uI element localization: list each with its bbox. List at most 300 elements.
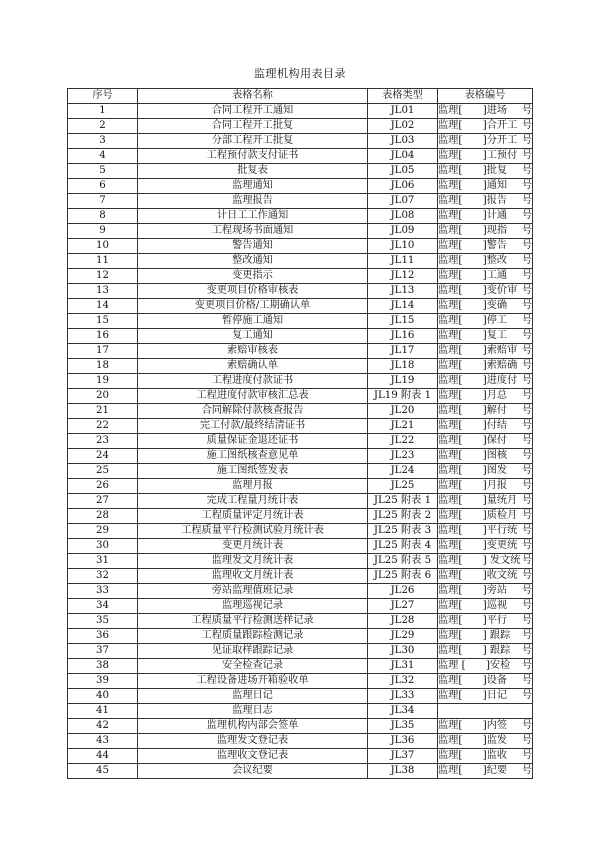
form-code-wrap (438, 509, 532, 523)
table-row (68, 614, 533, 629)
form-code (438, 614, 533, 629)
form-type: JL01 (368, 104, 438, 119)
form-code-suffix: 号 (521, 360, 532, 371)
form-code (438, 719, 533, 734)
form-code-wrap (438, 764, 532, 778)
form-code (438, 329, 533, 344)
table-row (68, 224, 533, 239)
form-type: JL09 (368, 224, 438, 239)
form-code-text: 监理 [ ]安检 (438, 660, 511, 671)
table-row (68, 764, 533, 779)
form-type: JL06 (368, 179, 438, 194)
form-code-suffix: 号 (521, 720, 532, 731)
form-code (438, 449, 533, 464)
table-row (68, 569, 533, 584)
form-type: JL25 附表 3 (368, 524, 438, 539)
form-code (438, 404, 533, 419)
form-name: 工程现场书面通知 (138, 224, 368, 239)
form-code-wrap (438, 524, 532, 538)
row-number: 17 (68, 344, 138, 359)
form-type: JL05 (368, 164, 438, 179)
form-code-text: 监理[ ]批复 (438, 165, 508, 176)
row-number: 43 (68, 734, 138, 749)
form-code (438, 509, 533, 524)
form-code-wrap (438, 404, 532, 418)
row-number: 2 (68, 119, 138, 134)
form-type: JL36 (368, 734, 438, 749)
header-no: 序号 (68, 89, 138, 104)
form-type: JL23 (368, 449, 438, 464)
form-code-suffix: 号 (521, 180, 532, 191)
form-type: JL03 (368, 134, 438, 149)
form-code-suffix: 号 (521, 150, 532, 161)
form-code (438, 299, 533, 314)
form-code-text: 监理[ ]监收 (438, 750, 508, 761)
table-row (68, 179, 533, 194)
form-code-suffix: 号 (521, 495, 532, 506)
form-code-wrap (438, 584, 532, 598)
form-code-wrap (438, 629, 532, 643)
form-code-text: 监理[ ]变更统 (438, 540, 518, 551)
form-code-suffix: 号 (521, 330, 532, 341)
form-code-suffix: 号 (521, 450, 532, 461)
row-number: 14 (68, 299, 138, 314)
table-row (68, 674, 533, 689)
form-code (438, 149, 533, 164)
row-number: 29 (68, 524, 138, 539)
form-code-suffix: 号 (521, 255, 532, 266)
form-code-wrap (438, 554, 532, 568)
form-type: JL33 (368, 689, 438, 704)
form-name: 索赔审核表 (138, 344, 368, 359)
form-name: 变更月统计表 (138, 539, 368, 554)
form-type: JL10 (368, 239, 438, 254)
form-name: 复工通知 (138, 329, 368, 344)
form-name: 合同工程开工通知 (138, 104, 368, 119)
form-type: JL22 (368, 434, 438, 449)
row-number: 41 (68, 704, 138, 719)
form-code-wrap (438, 599, 532, 613)
form-code-text: 监理[ ]保付 (438, 435, 508, 446)
form-code-suffix: 号 (521, 270, 532, 281)
form-code-suffix: 号 (521, 435, 532, 446)
form-type: JL28 (368, 614, 438, 629)
form-code (438, 539, 533, 554)
form-type: JL34 (368, 704, 438, 719)
row-number: 20 (68, 389, 138, 404)
row-number: 28 (68, 509, 138, 524)
form-code-suffix: 号 (521, 480, 532, 491)
form-name: 工程进度付款证书 (138, 374, 368, 389)
form-type: JL27 (368, 599, 438, 614)
form-code-suffix: 号 (521, 420, 532, 431)
form-type: JL20 (368, 404, 438, 419)
table-row (68, 524, 533, 539)
form-type: JL30 (368, 644, 438, 659)
row-number: 4 (68, 149, 138, 164)
form-name: 合同工程开工批复 (138, 119, 368, 134)
form-code-suffix: 号 (521, 285, 532, 296)
row-number: 19 (68, 374, 138, 389)
table-row (68, 449, 533, 464)
form-code-suffix: 号 (521, 105, 532, 116)
row-number: 45 (68, 764, 138, 779)
form-name: 监理发文月统计表 (138, 554, 368, 569)
form-code-text: 监理[ ]内签 (438, 720, 508, 731)
table-row (68, 329, 533, 344)
table-row (68, 479, 533, 494)
form-type: JL15 (368, 314, 438, 329)
form-code (438, 704, 533, 719)
table-row (68, 419, 533, 434)
form-type: JL18 (368, 359, 438, 374)
form-name: 监理日志 (138, 704, 368, 719)
form-code-suffix: 号 (521, 300, 532, 311)
form-code-suffix: 号 (521, 405, 532, 416)
form-type: JL13 (368, 284, 438, 299)
row-number: 25 (68, 464, 138, 479)
form-code-suffix: 号 (521, 690, 532, 701)
form-name: 分部工程开工批复 (138, 134, 368, 149)
form-type: JL04 (368, 149, 438, 164)
form-code-text: 监理[ ]报告 (438, 195, 508, 206)
form-code-suffix: 号 (521, 660, 532, 671)
form-code (438, 584, 533, 599)
table-row (68, 344, 533, 359)
form-code-text: 监理[ ]停工 (438, 315, 508, 326)
form-code-text: 监理[ ]合开工 (438, 120, 518, 131)
form-name: 变更项目价格/工期确认单 (138, 299, 368, 314)
row-number: 5 (68, 164, 138, 179)
form-type: JL07 (368, 194, 438, 209)
form-code-text: 监理[ ]旁站 (438, 585, 508, 596)
form-type: JL38 (368, 764, 438, 779)
form-code-text: 监理[ ]平行 (438, 615, 508, 626)
form-code-suffix: 号 (521, 765, 532, 776)
form-code-text: 监理[ ]付结 (438, 420, 508, 431)
form-code-text: 监理[ ]月总 (438, 390, 508, 401)
form-code-wrap (438, 614, 532, 628)
form-type: JL26 (368, 584, 438, 599)
form-code-text: 监理[ ] 发文统 (438, 555, 521, 566)
forms-table (67, 88, 533, 779)
form-code-suffix: 号 (521, 240, 532, 251)
form-code-suffix: 号 (521, 615, 532, 626)
form-code (438, 209, 533, 224)
form-type: JL16 (368, 329, 438, 344)
row-number: 12 (68, 269, 138, 284)
form-code-text: 监理[ ]现指 (438, 225, 508, 236)
row-number: 34 (68, 599, 138, 614)
row-number: 7 (68, 194, 138, 209)
row-number: 44 (68, 749, 138, 764)
table-row (68, 599, 533, 614)
row-number: 27 (68, 494, 138, 509)
form-type: JL21 (368, 419, 438, 434)
row-number: 3 (68, 134, 138, 149)
row-number: 6 (68, 179, 138, 194)
form-name: 整改通知 (138, 254, 368, 269)
form-code-suffix: 号 (521, 390, 532, 401)
form-code-suffix: 号 (521, 195, 532, 206)
form-type: JL02 (368, 119, 438, 134)
form-code (438, 599, 533, 614)
form-type: JL25 (368, 479, 438, 494)
form-code (438, 269, 533, 284)
header-name: 表格名称 (138, 89, 368, 104)
form-code-text: 监理[ ]进度付 (438, 375, 518, 386)
form-code-text: 监理[ ]巡视 (438, 600, 508, 611)
form-code-wrap (438, 254, 532, 268)
form-code (438, 494, 533, 509)
page-title: 监理机构用表目录 (254, 67, 346, 80)
form-code (438, 629, 533, 644)
form-code-suffix: 号 (521, 525, 532, 536)
form-name: 监理报告 (138, 194, 368, 209)
form-type: JL29 (368, 629, 438, 644)
form-code-wrap (438, 314, 532, 328)
form-name: 工程预付款支付证书 (138, 149, 368, 164)
form-code (438, 749, 533, 764)
form-code (438, 134, 533, 149)
row-number: 24 (68, 449, 138, 464)
form-code (438, 284, 533, 299)
table-row (68, 644, 533, 659)
form-code (438, 554, 533, 569)
form-code-wrap (438, 374, 532, 388)
table-row (68, 689, 533, 704)
form-code-wrap (438, 284, 532, 298)
form-type: JL11 (368, 254, 438, 269)
form-type: JL25 附表 5 (368, 554, 438, 569)
table-row (68, 509, 533, 524)
table-row (68, 494, 533, 509)
form-code-suffix: 号 (521, 345, 532, 356)
table-header-row (68, 89, 533, 104)
form-code-suffix: 号 (521, 585, 532, 596)
table-row (68, 254, 533, 269)
form-name: 完工付款/最终结清证书 (138, 419, 368, 434)
row-number: 31 (68, 554, 138, 569)
form-name: 监理发文登记表 (138, 734, 368, 749)
form-code-wrap (438, 479, 532, 493)
form-code-text: 监理[ ] 跟踪 (438, 630, 511, 641)
form-code-text: 监理[ ]变确 (438, 300, 508, 311)
form-code-text: 监理[ ]工预付 (438, 150, 518, 161)
table-row (68, 464, 533, 479)
form-code-text: 监理[ ]平行统 (438, 525, 518, 536)
row-number: 39 (68, 674, 138, 689)
table-row (68, 269, 533, 284)
form-code-text: 监理[ ]设备 (438, 675, 508, 686)
form-code-wrap (438, 434, 532, 448)
form-type: JL32 (368, 674, 438, 689)
row-number: 32 (68, 569, 138, 584)
form-name: 旁站监理值班记录 (138, 584, 368, 599)
form-code-wrap (438, 569, 532, 583)
form-code (438, 194, 533, 209)
form-name: 工程质量跟踪检测记录 (138, 629, 368, 644)
form-code-text: 监理[ ]通知 (438, 180, 508, 191)
form-code-wrap (438, 749, 532, 763)
table-row (68, 749, 533, 764)
form-type: JL19 附表 1 (368, 389, 438, 404)
row-number: 10 (68, 239, 138, 254)
form-name: 监理通知 (138, 179, 368, 194)
form-code-wrap (438, 359, 532, 373)
form-code-suffix: 号 (521, 465, 532, 476)
form-name: 计日工工作通知 (138, 209, 368, 224)
form-code (438, 569, 533, 584)
form-type: JL19 (368, 374, 438, 389)
row-number: 11 (68, 254, 138, 269)
form-code-wrap (438, 164, 532, 178)
row-number: 21 (68, 404, 138, 419)
form-code-wrap (438, 209, 532, 223)
form-code-wrap (438, 449, 532, 463)
form-code-text: 监理[ ]月报 (438, 480, 508, 491)
form-code-wrap (438, 329, 532, 343)
form-code (438, 674, 533, 689)
form-code-text: 监理[ ]工通 (438, 270, 508, 281)
form-type: JL31 (368, 659, 438, 674)
form-code (438, 734, 533, 749)
header-code: 表格编号 (438, 89, 533, 104)
table-row (68, 164, 533, 179)
form-code-wrap (438, 224, 532, 238)
form-code-text: 监理[ ]索赔审 (438, 345, 518, 356)
form-name: 监理机构内部会签单 (138, 719, 368, 734)
form-code (438, 254, 533, 269)
form-code (438, 524, 533, 539)
form-code (438, 764, 533, 779)
row-number: 13 (68, 284, 138, 299)
table-row (68, 194, 533, 209)
form-type: JL24 (368, 464, 438, 479)
table-row (68, 704, 533, 719)
table-row (68, 299, 533, 314)
form-code-suffix: 号 (521, 735, 532, 746)
form-code (438, 239, 533, 254)
row-number: 30 (68, 539, 138, 554)
form-code-wrap (438, 539, 532, 553)
form-name: 完成工程量月统计表 (138, 494, 368, 509)
form-type: JL37 (368, 749, 438, 764)
form-code (438, 389, 533, 404)
form-name: 工程质量评定月统计表 (138, 509, 368, 524)
form-name: 见证取样跟踪记录 (138, 644, 368, 659)
row-number: 33 (68, 584, 138, 599)
row-number: 26 (68, 479, 138, 494)
form-code (438, 314, 533, 329)
form-code-wrap (438, 659, 532, 673)
form-code-suffix: 号 (521, 675, 532, 686)
form-code-text: 监理[ ]进场 (438, 105, 508, 116)
table-row (68, 359, 533, 374)
table-row (68, 659, 533, 674)
form-code-suffix: 号 (521, 315, 532, 326)
header-type: 表格类型 (368, 89, 438, 104)
form-code-suffix: 号 (521, 555, 532, 566)
form-code-wrap (438, 734, 532, 748)
row-number: 16 (68, 329, 138, 344)
form-code (438, 179, 533, 194)
form-type: JL25 附表 2 (368, 509, 438, 524)
form-code (438, 659, 533, 674)
form-code-suffix: 号 (521, 600, 532, 611)
form-name: 监理月报 (138, 479, 368, 494)
table-row (68, 284, 533, 299)
form-code-text: 监理[ ]解付 (438, 405, 508, 416)
form-code-suffix: 号 (521, 645, 532, 656)
row-number: 38 (68, 659, 138, 674)
form-name: 警告通知 (138, 239, 368, 254)
table-row (68, 434, 533, 449)
form-code-suffix: 号 (521, 750, 532, 761)
form-name: 施工图纸签发表 (138, 464, 368, 479)
form-name: 合同解除付款核查报告 (138, 404, 368, 419)
form-type: JL12 (368, 269, 438, 284)
form-code-wrap (438, 674, 532, 688)
form-code-suffix: 号 (521, 165, 532, 176)
table-body (68, 104, 533, 779)
form-code (438, 464, 533, 479)
form-code (438, 224, 533, 239)
form-code (438, 104, 533, 119)
table-row (68, 149, 533, 164)
form-code-suffix: 号 (521, 630, 532, 641)
form-code-text: 监理[ ]索赔确 (438, 360, 518, 371)
table-row (68, 104, 533, 119)
table-row (68, 389, 533, 404)
table-row (68, 314, 533, 329)
form-type: JL25 附表 4 (368, 539, 438, 554)
form-code-text: 监理[ ]分开工 (438, 135, 518, 146)
form-name: 变更指示 (138, 269, 368, 284)
table-row (68, 404, 533, 419)
form-code-text: 监理[ ]纪要 (438, 765, 508, 776)
form-code (438, 644, 533, 659)
form-name: 会议纪要 (138, 764, 368, 779)
table-row (68, 374, 533, 389)
form-code-text: 监理[ ]收文统 (438, 570, 518, 581)
form-name: 批复表 (138, 164, 368, 179)
form-code (438, 419, 533, 434)
form-code (438, 689, 533, 704)
form-code-text: 监理[ ]量统月 (438, 495, 518, 506)
form-code-wrap (438, 239, 532, 253)
form-type: JL17 (368, 344, 438, 359)
form-code-suffix: 号 (521, 510, 532, 521)
form-name: 工程进度付款审核汇总表 (138, 389, 368, 404)
table-row (68, 719, 533, 734)
table-row (68, 734, 533, 749)
table-row (68, 239, 533, 254)
form-code (438, 359, 533, 374)
table-row (68, 629, 533, 644)
form-code-text: 监理[ ]警告 (438, 240, 508, 251)
form-code-wrap (438, 179, 532, 193)
form-name: 工程质量平行检测送样记录 (138, 614, 368, 629)
row-number: 8 (68, 209, 138, 224)
form-code-text: 监理[ ]复工 (438, 330, 508, 341)
form-name: 工程设备进场开箱验收单 (138, 674, 368, 689)
row-number: 18 (68, 359, 138, 374)
table-row (68, 554, 533, 569)
form-code-text: 监理[ ]监发 (438, 735, 508, 746)
form-type: JL14 (368, 299, 438, 314)
form-code-suffix: 号 (521, 210, 532, 221)
